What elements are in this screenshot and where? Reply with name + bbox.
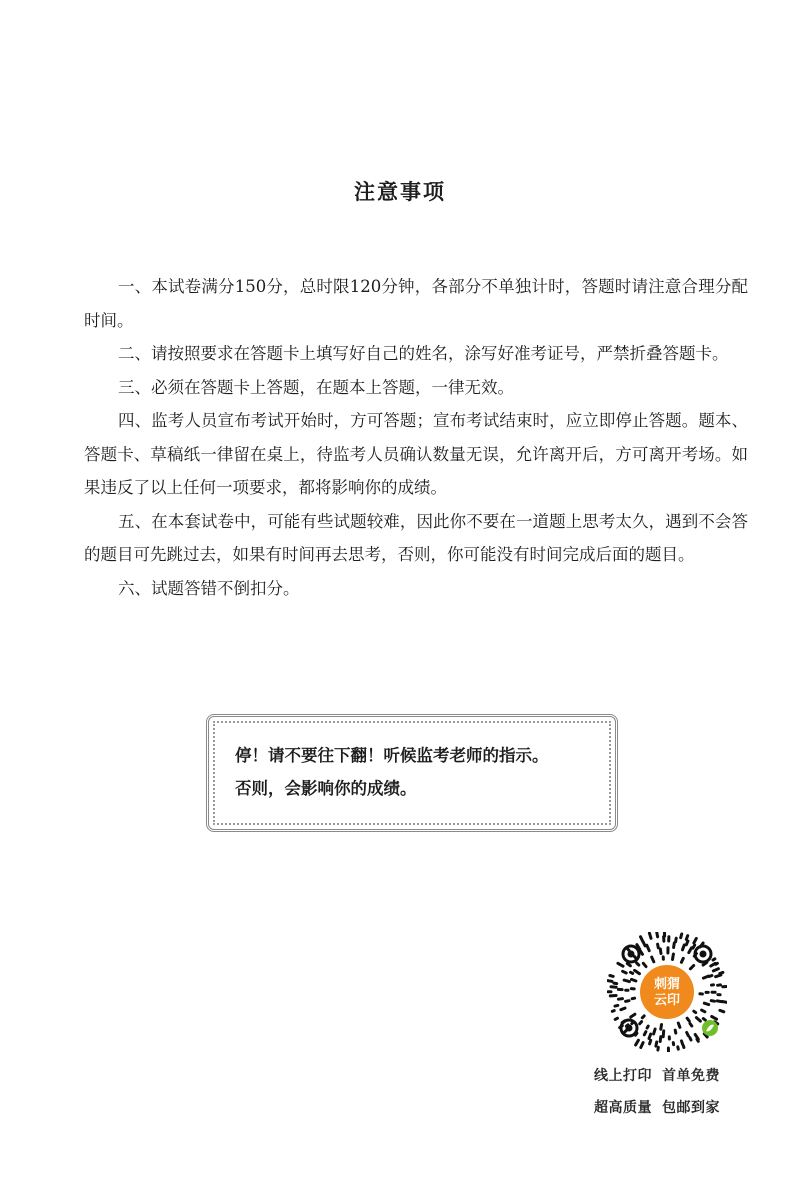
qr-dot [632,979,636,981]
qr-dot [614,983,617,984]
qr-dot [704,1003,708,1004]
qr-dot [703,976,708,978]
qr-dot [681,934,682,938]
qr-dot [631,972,633,973]
qr-dot [636,1040,639,1045]
qr-dot [690,1024,692,1027]
qr-dot [635,970,640,973]
qr-dot [712,1017,717,1020]
qr-dot [647,945,649,951]
qr-dot [657,932,658,937]
qr-dot [654,1029,656,1034]
rules-list [84,270,748,605]
qr-dot [608,981,612,982]
rule-item: 二、请按照要求在答题卡上填写好自己的姓名，涂写好准考证号，严禁折叠答题卡。 [118,344,729,363]
qr-dot [661,1025,662,1030]
qr-dot [618,999,622,1000]
rule-item: 三、必须在答题卡上答题，在题本上答题，一律无效。 [118,377,514,397]
qr-finder-dot [700,951,707,958]
qr-dot [696,1018,700,1022]
qr-dot [716,963,718,964]
qr-dot [644,1032,646,1035]
qr-dot [658,944,659,948]
qr-dot [709,976,712,977]
promo-text: 首单免费 [662,1068,720,1084]
qr-dot [623,971,627,973]
qr-dot [720,1010,724,1011]
qr-dot [676,938,677,942]
qr-dot [678,1047,679,1049]
qr-dot [641,1043,643,1048]
qr-dot [697,1039,698,1041]
qr-dot [611,987,616,988]
qr-dot [612,1011,614,1012]
rule-item: 一、本试卷满分150分，总时限120分钟，各部分不单独计时，答题时请注意合理分配时间。 [84,277,748,330]
qr-dot [683,1046,684,1048]
qr-dot [649,1034,651,1039]
qr-dot [687,1033,689,1036]
rule-item: 六、试题答错不倒扣分。 [118,578,300,598]
qr-dot [687,1018,689,1021]
qr-dot [690,1038,691,1040]
qr-dot [621,1008,625,1010]
qr-dot [643,963,646,966]
qr-dot [656,1042,657,1046]
qr-dot [650,1040,651,1044]
qr-dot [641,937,643,942]
promo-text: 超高质量 [594,1100,652,1116]
qr-dot [694,1011,696,1012]
stop-notice-line: 否则，会影响你的成绩。 [235,779,417,798]
qr-dot [674,943,675,948]
qr-dot [652,957,654,962]
promo-row [594,1060,754,1124]
logo-text: 刺猬 [653,977,681,992]
qr-dot [703,1019,705,1021]
qr-dot [681,958,683,962]
promo-text: 包邮到家 [662,1100,720,1116]
qr-dot [647,1026,648,1028]
qr-dot [690,966,693,969]
qr-dot [615,1018,617,1019]
stop-notice-box [206,714,618,832]
mini-program-code [607,932,727,1052]
qr-finder-dot [626,1025,633,1032]
qr-dot [663,1031,664,1037]
qr-dot [618,963,623,966]
qr-dot [682,1041,683,1044]
qr-dot [678,1023,680,1027]
qr-dot [720,972,723,973]
qr-dot [631,1014,635,1017]
qr-dot [624,980,629,982]
qr-dot [694,938,696,943]
qr-dot [716,975,721,977]
qr-dot [642,1016,644,1018]
logo-text: 云印 [653,993,681,1008]
qr-dot [693,945,695,948]
qr-dot [632,998,635,999]
qr-dot [675,1030,676,1033]
rule-item: 四、监考人员宣布考试开始时，方可答题；宣布考试结束时，应立即停止答题。题本、答题卡、草稿纸一律留在桌上，待监考人员确认数量无误，允许离开后，方可离开考场。如果违反了以上任何一项要求，都将影响你的成绩。 [84,411,748,497]
qr-dot [660,949,661,954]
qr-dot [686,936,687,940]
stop-notice-line: 停！请不要往下翻！听候监考老师的指示。 [235,746,549,765]
qr-dot [689,948,692,953]
logo-circle [640,965,694,1019]
qr-dot [711,1001,714,1002]
qr-dot [640,1022,642,1024]
qr-dot [626,1001,629,1002]
qr-dot [722,1002,727,1003]
qr-dot [649,933,651,938]
qr-dot [713,969,718,971]
qr-finder-dot [628,951,635,958]
qr-dot [660,1037,661,1042]
qr-dot [627,964,630,966]
qr-dot [683,945,685,950]
qr-dot [625,1031,627,1033]
qr-dot [702,1010,705,1012]
qr-dot [610,976,613,977]
promo-text: 线上打印 [594,1068,652,1084]
qr-dot [686,941,688,945]
qr-dot [713,959,715,960]
qr-dot [615,1005,618,1006]
qr-dot [637,963,639,965]
rule-item: 五、在本套试卷中，可能有些试题较难，因此你不要在一道题上思考太久，遇到不会答的题目可先跳过去，如果有时间再去思考，否则，你可能没有时间完成后面的题目。 [84,511,748,564]
qr-dot [673,954,674,960]
page-title: 注意事项 [354,180,446,204]
